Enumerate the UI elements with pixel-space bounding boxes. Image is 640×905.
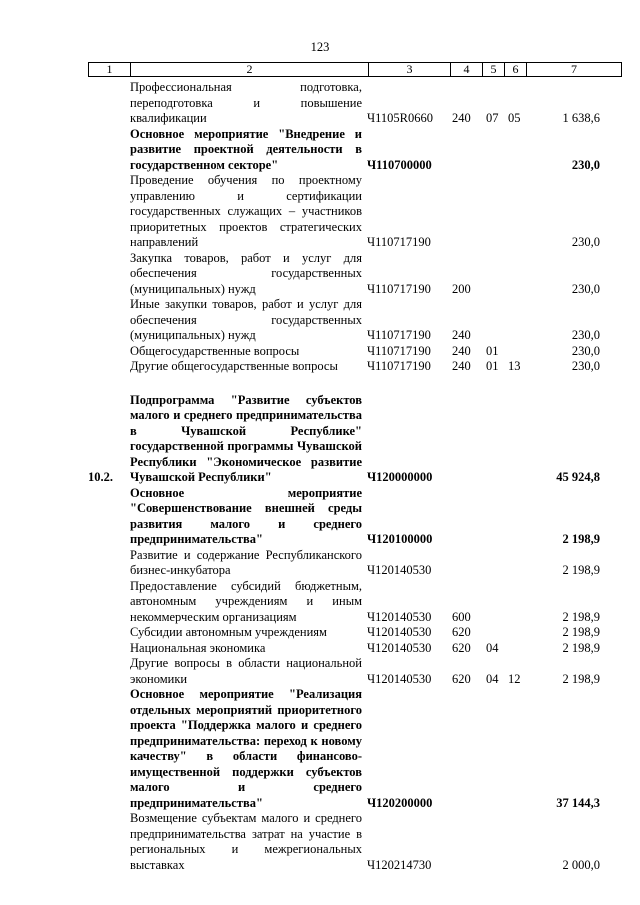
row-amount: 2 198,9 — [562, 532, 600, 546]
row-section: 04 — [486, 640, 499, 655]
row-code: Ч120140530 — [367, 640, 432, 655]
row-code: Ч120140530 — [367, 609, 432, 624]
table-row — [0, 548, 640, 579]
row-code: Ч120214730 — [367, 857, 432, 872]
row-section: 07 — [486, 111, 499, 125]
row-amount: 45 924,8 — [556, 470, 600, 484]
table-row — [0, 625, 640, 641]
table-row — [0, 579, 640, 626]
row-amount: 230,0 — [571, 343, 600, 358]
row-name: Развитие и содержание Республиканского бизнес-инкубатора — [130, 547, 362, 577]
row-amount: 230,0 — [571, 157, 600, 172]
row-code: Ч110717190 — [367, 359, 431, 373]
row-code: Ч1105R0660 — [367, 111, 433, 125]
row-amount: 2 198,9 — [562, 625, 600, 639]
row-code: Ч120100000 — [367, 532, 433, 546]
row-amount: 2 198,9 — [562, 563, 600, 577]
row-subsection: 13 — [508, 359, 521, 373]
table-row — [0, 811, 640, 873]
page-number: 123 — [310, 40, 330, 54]
row-expense-type: 240 — [452, 359, 471, 373]
row-number: 10.2. — [88, 470, 113, 484]
row-amount: 230,0 — [571, 235, 600, 249]
row-section: 01 — [486, 359, 499, 373]
row-code: Ч120000000 — [367, 470, 433, 484]
row-name: Другие вопросы в области национальной экономики — [130, 656, 362, 686]
row-code: Ч110717190 — [367, 235, 431, 249]
row-expense-type: 200 — [452, 281, 471, 296]
header-col-2: 2 — [131, 63, 369, 76]
row-amount: 2 000,0 — [562, 857, 600, 872]
row-name: Возмещение субъектам малого и среднего предпринимательства затрат на участие в региональных и межрегиональных выставках — [130, 811, 362, 872]
row-amount: 230,0 — [571, 359, 600, 373]
header-col-6: 6 — [505, 63, 527, 76]
row-name: Проведение обучения по проектному управлению и сертификации государственных служащих – участников приоритетных проектов стратегических направлений — [130, 173, 362, 249]
table-row — [0, 297, 640, 344]
row-name: Профессиональная подготовка, переподготовка и повышение квалификации — [130, 80, 362, 125]
row-amount: 1 638,6 — [562, 111, 600, 125]
row-code: Ч120140530 — [367, 671, 432, 686]
header-col-3: 3 — [369, 63, 451, 76]
row-name: Субсидии автономным учреждениям — [130, 625, 327, 639]
row-amount: 230,0 — [571, 281, 600, 296]
row-name: Другие общегосударственные вопросы — [130, 359, 338, 373]
row-name: Основное мероприятие "Совершенствование внешней среды развития малого и среднего предпринимательства" — [130, 485, 362, 546]
table-row — [0, 80, 640, 127]
row-name: Основное мероприятие "Внедрение и развитие проектной деятельности в государственном секторе" — [130, 126, 362, 172]
table-row — [0, 687, 640, 811]
row-code: Ч120140530 — [367, 563, 432, 577]
row-name: Общегосударственные вопросы — [130, 343, 300, 358]
row-amount: 2 198,9 — [562, 640, 600, 655]
row-name: Предоставление субсидий бюджетным, автономным учреждениям и иным некоммерческим организациям — [130, 578, 362, 624]
row-name: Основное мероприятие "Реализация отдельных мероприятий приоритетного проекта "Поддержка малого и среднего предпринимательства: переход к новому качеству" в области финансово-имущественной поддержки субъектов малого и среднего предпринимательства" — [130, 687, 362, 810]
row-expense-type: 240 — [452, 111, 471, 125]
row-name: Национальная экономика — [130, 640, 266, 655]
table-row — [0, 641, 640, 657]
row-name: Иные закупки товаров, работ и услуг для обеспечения государственных (муниципальных) нужд — [130, 297, 362, 342]
row-section: 04 — [486, 671, 499, 686]
row-expense-type: 600 — [452, 609, 471, 624]
table-header — [88, 62, 622, 77]
row-expense-type: 620 — [452, 625, 471, 639]
table-row — [0, 486, 640, 548]
row-code: Ч110700000 — [367, 157, 432, 172]
row-section: 01 — [486, 343, 499, 358]
row-name: Закупка товаров, работ и услуг для обеспечения государственных (муниципальных) нужд — [130, 250, 362, 296]
row-amount: 2 198,9 — [562, 671, 600, 686]
table-row — [0, 127, 640, 174]
header-col-5: 5 — [483, 63, 505, 76]
row-expense-type: 620 — [452, 640, 471, 655]
header-col-4: 4 — [451, 63, 483, 76]
row-code: Ч120140530 — [367, 625, 432, 639]
row-code: Ч110717190 — [367, 343, 431, 358]
header-col-7: 7 — [571, 62, 577, 76]
table-row — [0, 656, 640, 687]
row-code: Ч110717190 — [367, 328, 431, 342]
row-subsection: 05 — [508, 111, 521, 125]
table-row — [0, 173, 640, 251]
budget-table-body — [0, 80, 640, 873]
row-expense-type: 240 — [452, 328, 471, 342]
row-expense-type: 620 — [452, 671, 471, 686]
row-amount: 230,0 — [571, 328, 600, 342]
table-row — [0, 359, 640, 375]
row-spacer — [0, 375, 640, 393]
row-subsection: 12 — [508, 671, 521, 686]
row-expense-type: 240 — [452, 343, 471, 358]
row-amount: 2 198,9 — [562, 609, 600, 624]
row-code: Ч120200000 — [367, 795, 433, 810]
table-row — [0, 344, 640, 360]
row-code: Ч110717190 — [367, 281, 431, 296]
header-col-1: 1 — [89, 63, 131, 76]
table-row — [0, 393, 640, 486]
row-amount: 37 144,3 — [556, 795, 600, 810]
row-name: Подпрограмма "Развитие субъектов малого и среднего предпринимательства в Чувашской Республике" государственной программы Чувашской Республики "Экономическое развитие Чувашской Республики" — [130, 392, 362, 484]
table-row — [0, 251, 640, 298]
